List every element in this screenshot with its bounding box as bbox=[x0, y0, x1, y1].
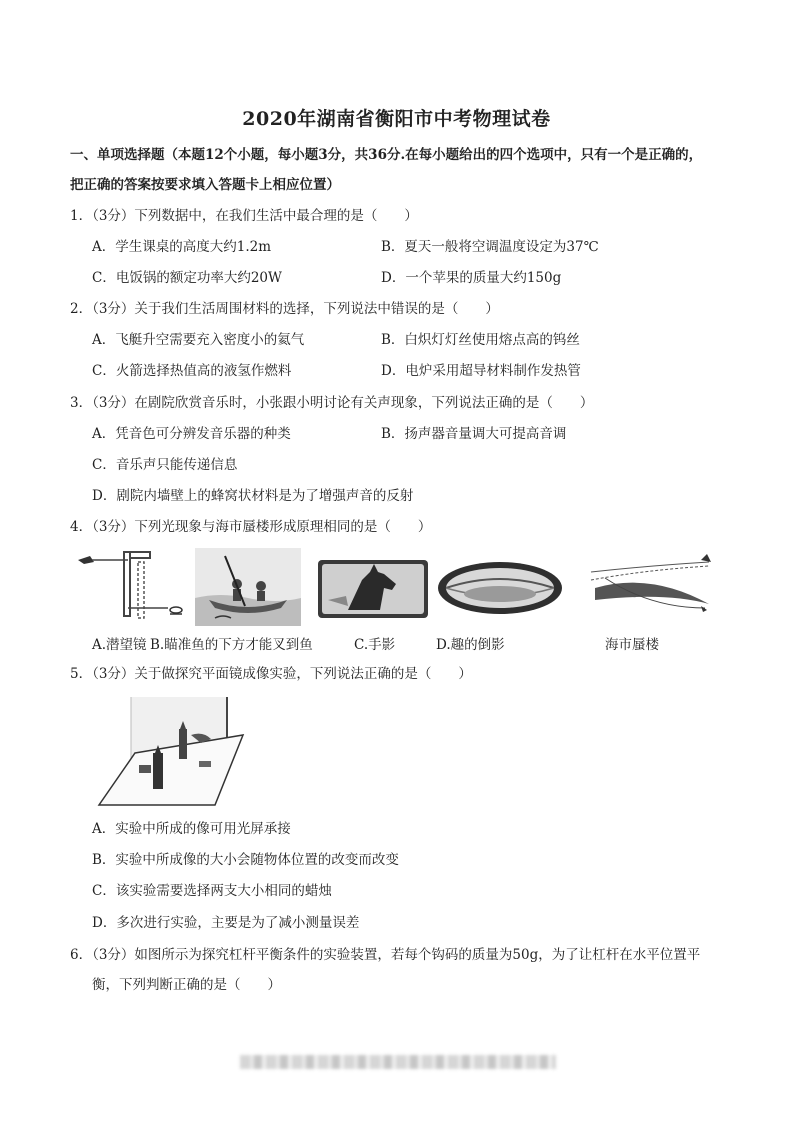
question-3-stem: 3．（3分）在剧院欣赏音乐时，小张跟小明讨论有关声现象，下列说法正确的是（ ） bbox=[70, 395, 594, 411]
question-1-option-d: D．一个苹果的质量大约150g bbox=[381, 270, 562, 286]
page-title: 2020年湖南省衡阳市中考物理试卷 bbox=[242, 108, 551, 130]
question-2-option-b: B．白炽灯灯丝使用熔点高的钨丝 bbox=[381, 332, 580, 348]
question-5-option-a: A．实验中所成的像可用光屏承接 bbox=[92, 821, 291, 837]
question-1-stem: 1．（3分）下列数据中，在我们生活中最合理的是（ ） bbox=[70, 208, 418, 224]
question-2-option-d: D．电炉采用超导材料制作发热管 bbox=[381, 363, 581, 379]
question-2-option-c: C．火箭选择热值高的液氢作燃料 bbox=[92, 363, 292, 379]
spear-fishing-figure bbox=[195, 548, 301, 626]
question-3-option-a: A．凭音色可分辨发音乐器的种类 bbox=[92, 426, 291, 442]
question-4-stem: 4．（3分）下列光现象与海市蜃楼形成原理相同的是（ ） bbox=[70, 519, 432, 535]
question-5-option-d: D．多次进行实验，主要是为了减小测量误差 bbox=[92, 915, 360, 931]
blurred-footer-watermark bbox=[240, 1055, 556, 1069]
question-6-stem-line2: 衡，下列判断正确的是（ ） bbox=[92, 977, 281, 993]
plane-mirror-figure bbox=[95, 695, 245, 810]
reflection-figure bbox=[436, 560, 564, 616]
section-heading-line2: 把正确的答案按要求填入答题卡上相应位置） bbox=[70, 177, 340, 193]
figure-caption-d: D.趣的倒影 bbox=[436, 637, 505, 653]
question-3-option-d: D．剧院内墙壁上的蜂窝状材料是为了增强声音的反射 bbox=[92, 488, 414, 504]
question-5-option-b: B．实验中所成像的大小会随物体位置的改变而改变 bbox=[92, 852, 399, 868]
figure-caption-a: A.潜望镜 bbox=[92, 637, 147, 653]
hand-shadow-figure bbox=[318, 560, 428, 618]
figure-caption-mirage: 海市蜃楼 bbox=[605, 637, 659, 653]
periscope-figure bbox=[72, 548, 192, 628]
question-5-stem: 5．（3分）关于做探究平面镜成像实验，下列说法正确的是（ ） bbox=[70, 666, 472, 682]
question-3-option-c: C．音乐声只能传递信息 bbox=[92, 457, 238, 473]
question-3-option-b: B．扬声器音量调大可提高音调 bbox=[381, 426, 567, 442]
mirage-figure bbox=[585, 548, 717, 618]
question-1-option-a: A．学生课桌的高度大约1.2m bbox=[92, 239, 272, 255]
figure-caption-c: C.手影 bbox=[354, 637, 396, 653]
question-2-stem: 2．（3分）关于我们生活周围材料的选择，下列说法中错误的是（ ） bbox=[70, 301, 499, 317]
question-2-option-a: A．飞艇升空需要充入密度小的氦气 bbox=[92, 332, 305, 348]
figure-caption-b: B.瞄准鱼的下方才能叉到鱼 bbox=[150, 637, 313, 653]
question-5-option-c: C．该实验需要选择两支大小相同的蜡烛 bbox=[92, 883, 332, 899]
question-1-option-b: B．夏天一般将空调温度设定为37℃ bbox=[381, 239, 599, 255]
section-heading-line1: 一、单项选择题（本题12个小题，每小题3分，共36分.在每小题给出的四个选项中，只有一个是正确的， bbox=[70, 147, 703, 163]
question-6-stem-line1: 6．（3分）如图所示为探究杠杆平衡条件的实验装置，若每个钩码的质量为50g，为了让杠杆在水平位置平 bbox=[70, 947, 701, 963]
question-1-option-c: C．电饭锅的额定功率大约20W bbox=[92, 270, 282, 286]
